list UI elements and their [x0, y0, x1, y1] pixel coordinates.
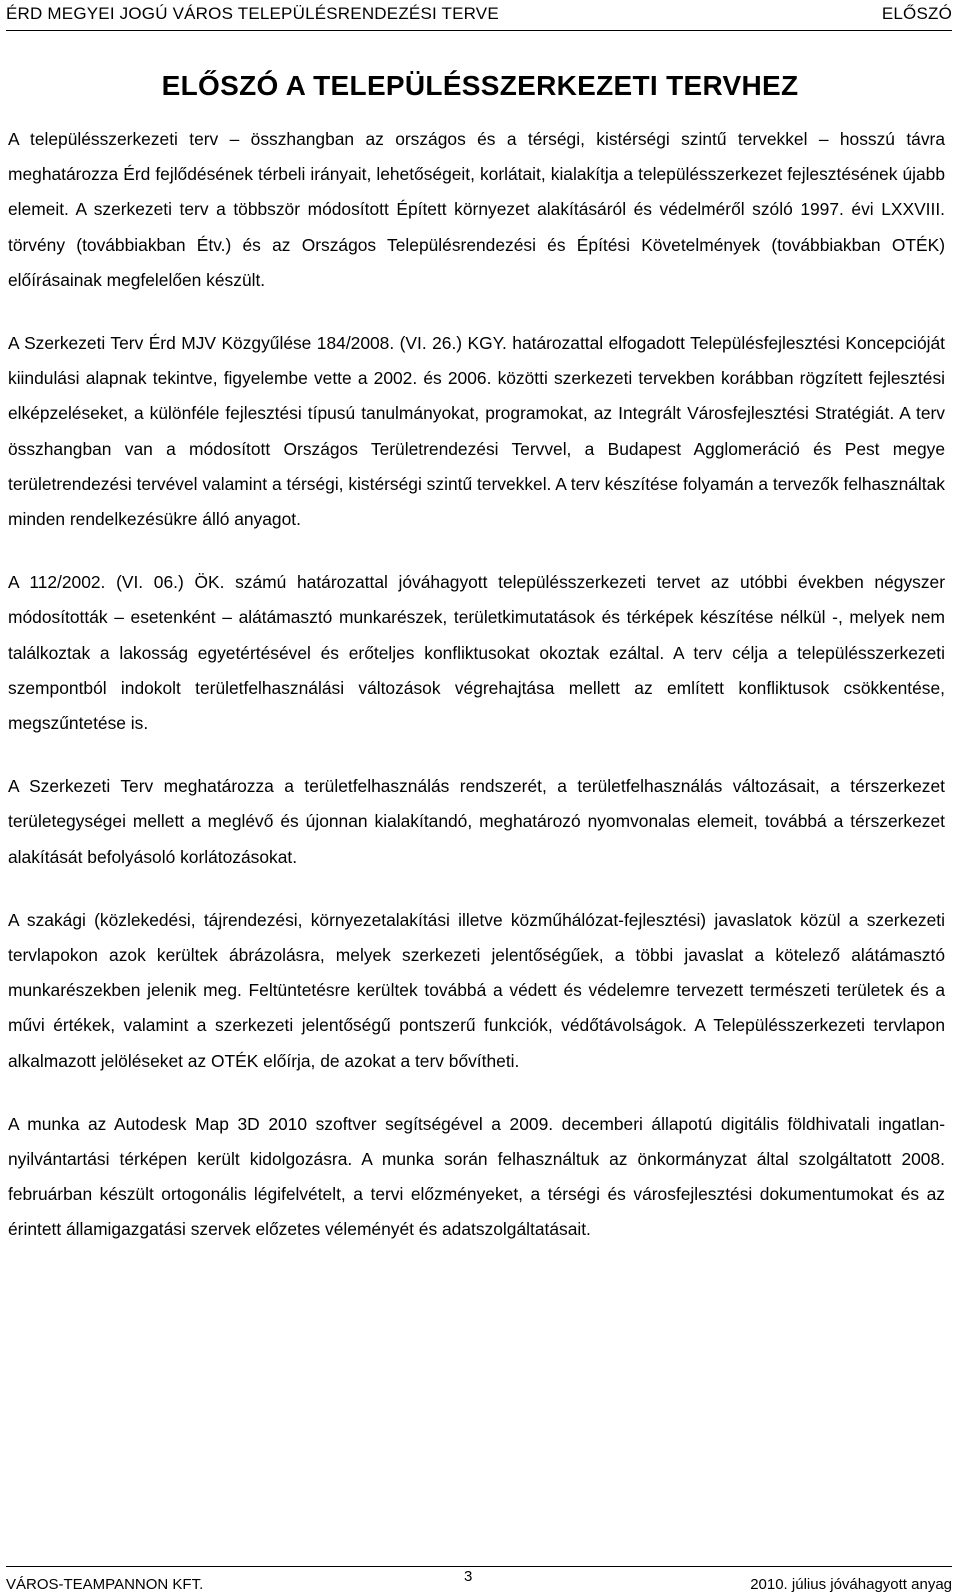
page-footer	[6, 1566, 952, 1592]
page-header	[6, 0, 952, 31]
page-title: ELŐSZÓ A TELEPÜLÉSSZERKEZETI TERVHEZ	[161, 70, 799, 101]
paragraph-structure: A Szerkezeti Terv meghatározza a területfelhasználás rendszerét, a területfelhasználás változásait, a térszerkezet területegységei mellett a meglévő és újonnan kialakítandó, meghatározó nyomvonalas elemeit, továbbá a térszerkezet alakítását befolyásoló korlátozásokat.	[8, 776, 945, 867]
paragraph-intro: A településszerkezeti terv – összhangban az országos és a térségi, kistérségi szintű tervekkel – hosszú távra meghatározza Érd fejlődésének térbeli irányait, lehetőségeit, korlátait, kialakítja a településszerkezet fejlesztésének újabb elemeit. A szerkezeti terv a többször módosított Épített környezet alakításáról és védelméről szóló 1997. évi LXXVIII. törvény (továbbiakban Étv.) és az Országos Településrendezési és Építési Követelmények (továbbiakban OTÉK) előírásainak megfelelően készült.	[8, 129, 945, 290]
document-body	[8, 122, 945, 1276]
page-number: 3	[464, 1568, 473, 1585]
footer-status: 2010. július jóváhagyott anyag	[750, 1576, 952, 1593]
paragraph-sectoral: A szakági (közlekedési, tájrendezési, környezetalakítási illetve közműhálózat-fejlesztési) javaslatok közül a szerkezeti tervlapokon azok kerültek ábrázolásra, melyek szerkezeti jelentőségűek, a többi javaslat a kötelező alátámasztó munkarészekben jelenik meg. Feltüntetésre kerültek továbbá a védett és védelemre tervezett természeti területek és a művi értékek, valamint a szerkezeti jelentőségű pontszerű funkciók, védőtávolságok. A Településszerkezeti tervlapon alkalmazott jelöléseket az OTÉK előírja, de azokat a terv bővítheti.	[8, 909, 945, 1071]
paragraph-concept: A Szerkezeti Terv Érd MJV Közgyűlése 184/2008. (VI. 26.) KGY. határozattal elfogadott Településfejlesztési Koncepcióját kiindulási alapnak tekintve, figyelembe vette a 2002. és 2006. közötti szerkezeti tervekben korábban rögzített fejlesztési elképzeléseket, a különféle fejlesztési típusú tanulmányokat, programokat, az Integrált Városfejlesztési Stratégiát. A terv összhangban van a módosított Országos Területrendezési Tervvel, a Budapest Agglomeráció és Pest megye területrendezési tervével valamint a térségi, kistérségi szintű tervekkel. A terv készítése folyamán a tervezők felhasználtak minden rendelkezésükre álló anyagot.	[8, 333, 945, 530]
paragraph-methodology: A munka az Autodesk Map 3D 2010 szoftver segítségével a 2009. decemberi állapotú digitális földhivatali ingatlan-nyilvántartási térképen került kidolgozásra. A munka során felhasználtuk az önkormányzat által szolgáltatott 2008. februárban készült ortogonális légifelvételt, a tervi előzményeket, a térségi és városfejlesztési dokumentumokat és az érintett államigazgatási szervek előzetes véleményét és adatszolgáltatásait.	[8, 1113, 945, 1240]
paragraph-modifications: A 112/2002. (VI. 06.) ÖK. számú határozattal jóváhagyott településszerkezeti tervet az utóbbi években négyszer módosították – esetenként – alátámasztó munkarészek, területkimutatások és térképek készítése nélkül -, melyek nem találkoztak a lakosság egyetértésével és erőteljes konfliktusokat okoztak ezáltal. A terv célja a településszerkezeti szempontból indokolt területfelhasználási változások végrehajtása mellett az említett konfliktusok csökkentése, megszűntetése is.	[8, 572, 945, 734]
header-document-title: ÉRD MEGYEI JOGÚ VÁROS TELEPÜLÉSRENDEZÉSI TERVE	[6, 4, 499, 23]
footer-company: VÁROS-TEAMPANNON KFT.	[6, 1576, 204, 1593]
header-section-title: ELŐSZÓ	[881, 4, 952, 23]
